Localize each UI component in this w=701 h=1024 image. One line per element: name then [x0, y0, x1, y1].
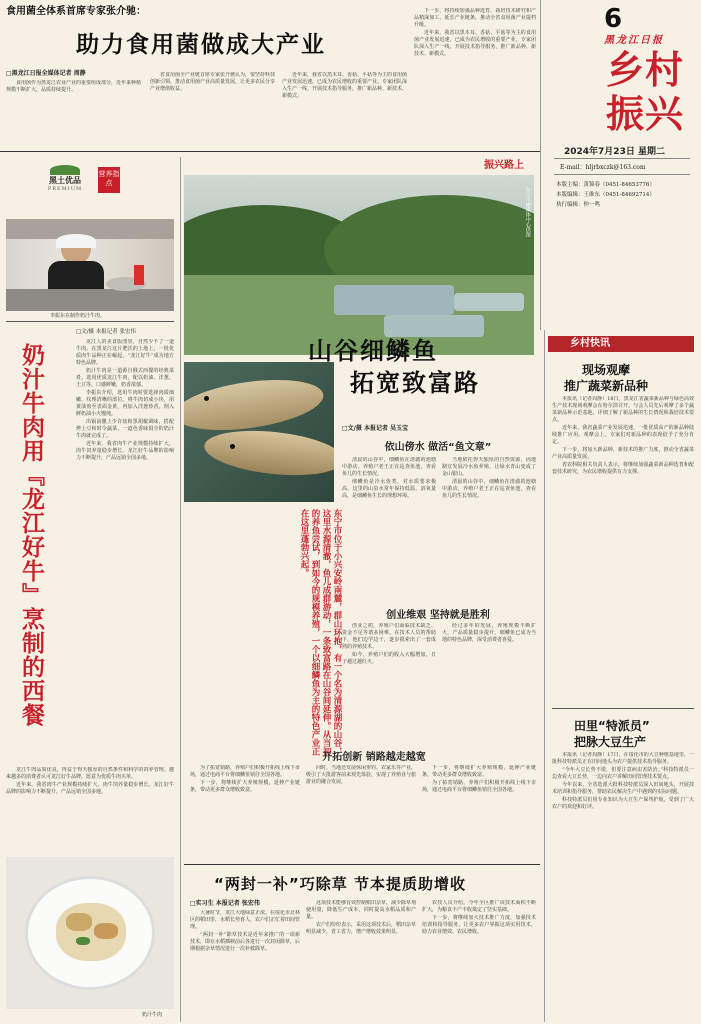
- section2-p2: 如今，养殖户们的收入大幅增加，日子越过越红火。: [342, 652, 436, 665]
- top-article-p4: 近年来，我省以黑木耳、香菇、平菇等为主的食用菌产业发展迅速，已成为农民增收的重要产业。专家团队深入生产一线，开展技术指导服务，推广新品种、新技术、新模式。: [414, 30, 536, 57]
- section1-p1: 清晨的山谷中，细鳞鱼在清澈的池塘中游动。养殖户老王正在巡查鱼池，查看鱼儿的生长情况。: [342, 457, 436, 477]
- section3-p1: 为了拓宽销路，养殖户们积极开拓线上线下市场，通过电商平台将细鳞鱼销往全国各地。: [190, 765, 300, 778]
- top-article-col-2: [282, 72, 407, 146]
- photo-credit: 东宁市融媒体中心供图: [524, 187, 531, 237]
- section3-col-3: [422, 765, 536, 857]
- sidebar-p4: 出锅前撒上少许盐和黑胡椒调味，搭配烤土豆和时令蔬菜，一道色香味俱全的奶汁牛肉就完成了。: [76, 419, 174, 439]
- editor-line-2: 本版编辑：王维东（0451-84692714）: [556, 192, 655, 198]
- sidebar-p2: 奶汁牛肉是一道源自俄式西餐的经典菜肴。选用优质龙江牛肉，配以奶油、洋葱、土豆等，口感鲜嫩，奶香浓郁。: [76, 368, 174, 388]
- bottom-col-2: [306, 900, 416, 1020]
- sidebar-col-1: [76, 339, 174, 759]
- sidebar-byline: □文/摄 本报记者 张宏伟: [76, 329, 137, 335]
- dish-photo-caption: 奶汁牛肉: [142, 1012, 163, 1018]
- sidebar-p1: 龙江人的美食版图里，自然少不了一道牛肉。在黑龙江这片肥沃的土地上，一批优质肉牛品种正在崛起，“龙江好牛”成为地方特色品牌。: [76, 339, 174, 366]
- checker-line: 执行编辑：仲一鸣: [556, 202, 601, 208]
- news2-p4: 科技特派员们用专业知识为大豆生产保驾护航，受到了广大农户的欢迎和好评。: [552, 797, 694, 810]
- section3-title: 开拓创新 销路越走越宽: [322, 752, 426, 763]
- email: E-mail：hljrbxczk@163.com: [560, 164, 646, 171]
- paper-name: 黑龙江日报: [604, 35, 664, 46]
- section3-p5: 为了拓宽销路，养殖户们积极开拓线上线下市场，通过电商平台将细鳞鱼销往全国各地。: [422, 780, 536, 793]
- section1-col-1: [342, 457, 436, 605]
- section2-col-2: [442, 623, 536, 733]
- section1-p3: 当地依托得天独厚的自然资源，因地制宜发展冷水鱼养殖，让绿水青山变成了金山银山。: [442, 457, 536, 477]
- top-article-p1: 省食用菌全产业链首席专家张介驰认为，要坚持科技创新引领，推动食用菌产业高质量发展，让更多农民分享产业增值收益。: [150, 72, 275, 92]
- news-header: [548, 336, 694, 352]
- bottom-article: [184, 866, 540, 1022]
- top-article-byline: □黑龙江日报全媒体记者 周静: [6, 70, 86, 77]
- dish-photo: [6, 857, 174, 1009]
- section2-title: 创业维艰 坚持就是胜利: [386, 610, 490, 621]
- badge: [98, 167, 120, 193]
- section-title: 乡村振兴: [606, 48, 685, 136]
- feature-byline: □文/摄 本报记者 吴玉宝: [342, 425, 409, 432]
- bottom-article-byline: □实习生 本报记者 张宏伟: [190, 900, 260, 907]
- bottom-article-headline: “两封一补”巧除草 节本提质助增收: [214, 875, 466, 893]
- news1-body: [552, 396, 694, 696]
- news2-body: [552, 752, 694, 1018]
- section3-p4: 下一步，将继续扩大养殖规模，延伸产业链条，带动更多群众增收致富。: [422, 765, 536, 778]
- badge-text: 营养指点: [98, 170, 120, 187]
- issue-date: 2024年7月23日 星期二: [564, 147, 665, 157]
- news1-p3: 下一步，将加大新品种、新技术的推广力度，推动全省蔬菜产业高质量发展。: [552, 447, 694, 460]
- news-header-text: 乡村快讯: [570, 338, 610, 349]
- brand-name: 黑土优品: [49, 175, 81, 185]
- news1-p4: 省农科院相关负责人表示，将继续加强蔬菜新品种选育和配套技术研究，为农民增收提供有力支撑。: [552, 462, 694, 475]
- page-number: 6: [604, 4, 623, 34]
- news1-headline-1: 现场观摩: [582, 363, 631, 377]
- main-feature: [184, 157, 540, 862]
- news2-p2: “今年大豆长势不错，但要注意病虫害防治。”科技特派员一边查看大豆长势，一边向农户讲解田间管理技术要点。: [552, 767, 694, 780]
- feature-headline-2: 拓宽致富路: [350, 369, 480, 397]
- news2-p1: 本报讯（记者周静）17日，在绥化市的大豆种植基地里，一批科技特派员正在田间地头为农户提供技术指导服务。: [552, 752, 694, 765]
- masthead: [548, 0, 698, 330]
- section1-p2: 细鳞鱼是冷水鱼类，对水质要求极高。这里的山泉水常年保持低温，溶氧量高，是细鳞鱼生长的理想环境。: [342, 479, 436, 499]
- section1-p4: 清晨的山谷中，细鳞鱼在清澈的池塘中游动。养殖户老王正在巡查鱼池，查看鱼儿的生长情况。: [442, 479, 536, 499]
- section3-p3: 同时，当地还发展休闲垂钓、农家乐等产业，吸引了大批游客前来观光体验，实现了养殖业与旅游业的融合发展。: [306, 765, 416, 785]
- bottom-p1: 大暑时节，龙江大地绿意正浓。在绥化市北林区的稻田里，水稻长势喜人，农户们正忙着田间管理。: [190, 910, 300, 930]
- right-news: [548, 330, 698, 1022]
- brand-english: PREMIUM: [47, 185, 83, 192]
- section2-p3: 经过多年的发展，养殖规模不断扩大，产品质量稳步提升，细鳞鱼已成为当地的特色品牌，深受消费者喜爱。: [442, 623, 536, 643]
- brand-leaf-icon: [50, 165, 80, 175]
- news2-headline-1: 田里“特派员”: [574, 719, 650, 733]
- chef-photo: [6, 219, 174, 311]
- bottom-col-1: [190, 910, 300, 1020]
- top-article-lead: [6, 80, 141, 146]
- section1-col-2: [442, 457, 536, 605]
- fish-photo: [184, 362, 334, 502]
- section3-col-2: [306, 765, 416, 857]
- top-article-kicker: 食用菌全体系首席专家张介驰：: [6, 6, 146, 17]
- feature-headline-1: 山谷细鳞鱼: [308, 337, 438, 365]
- chef-photo-caption: 李振东在制作奶汁牛肉。: [50, 313, 106, 319]
- section3-col-1: [190, 765, 300, 857]
- top-article-lead-text: 食用菌作为黑龙江农业产业的重要组成部分，近年来种植规模不断扩大，品质持续提升。: [6, 80, 141, 93]
- bottom-p6: 下一步，将继续加大技术推广力度，加强技术培训和指导服务，让更多农户掌握这项实用技术，助力农业增效、农民增收。: [422, 915, 536, 935]
- main-photo: [184, 175, 534, 355]
- column-label-text: 振兴路上: [484, 160, 524, 171]
- sidebar-headline: 奶汁牛肉用『龙江好牛』烹制的西餐: [18, 343, 44, 727]
- bottom-p5: 农技人员介绍，今年全区推广该技术面积不断扩大，为粮食丰产丰收奠定了坚实基础。: [422, 900, 536, 913]
- news1-p2: 近年来，我省蔬菜产业发展迅速，一批优质高产的新品种陆续推广应用。观摩会上，专家们对新品种的表现给予了充分肯定。: [552, 425, 694, 445]
- sidebar-p3: 李振东介绍，选用牛肉时要选择肉质细嫩、纹理清晰的部位。将牛肉切成小块，用黄油煎至表面金黄，再加入洋葱炒香，倒入鲜奶油小火慢炖。: [76, 390, 174, 417]
- sidebar-p5: 近年来，我省肉牛产业规模持续扩大，肉牛饲养量稳步增长。龙江好牛品牌的影响力不断提升，产品远销全国多地。: [76, 441, 174, 461]
- top-article-col-3: [414, 8, 536, 148]
- sidebar-col-2: [6, 767, 174, 849]
- bottom-col-3: [422, 900, 536, 1020]
- feature-intro: 东宁市位于小兴安岭南麓，群山环抱，有一个名为清源湖的山谷，这里水源清澈，鱼儿成群游动，一条致富路在山谷间延伸。从当初的养鱼尝试，到如今的规模养殖，一个以细鳞鱼为主的特色产业正在这里蓬勃兴起。: [299, 509, 342, 756]
- news1-headline-2: 推广蔬菜新品种: [564, 379, 649, 393]
- bottom-p2: “两封一补”除草技术是近年来推广的一项新技术，即在水稻插秧前后各进行一次封闭除草，后期根据杂草情况进行一次补救除草。: [190, 932, 300, 952]
- bottom-p4: 农户们纷纷表示，采用这项技术后，稻田杂草明显减少，省工省力，增产增收效果明显。: [306, 922, 416, 935]
- news2-headline-2: 把脉大豆生产: [574, 735, 647, 749]
- top-article-headline: 助力食用菌做成大产业: [76, 32, 326, 58]
- top-article-p3: 下一步，将持续加强品种选育、栽培技术研究和产品精深加工，延长产业链条，推动全省食用菌产业提档升级。: [414, 8, 536, 28]
- editor-line: 本版主编：黄锦春（0451-84653776）: [556, 182, 655, 188]
- sidebar-feature: [0, 157, 180, 1022]
- section2-p1: 创业之初，养殖户们面临技术缺乏、资金不足等诸多困难。在技术人员的帮助下，他们边学边干，逐步摸索出了一套成熟的养殖技术。: [342, 623, 436, 650]
- news2-p3: 今年以来，全省选派大批科技特派员深入田间地头，开展技术培训和指导服务，帮助农民解决生产中遇到的实际问题。: [552, 782, 694, 795]
- section3-p2: 下一步，将继续扩大养殖规模，延伸产业链条，带动更多群众增收致富。: [190, 780, 300, 793]
- top-article: [0, 0, 540, 152]
- sidebar-p6: 龙江牛肉品质优良，得益于得天独厚的自然条件和科学的饲养管理。越来越多的消费者认可龙江好牛品牌，愿意为优质牛肉买单。: [6, 767, 174, 780]
- news1-p1: 本报讯（记者周静）18日，黑龙江省蔬菜新品种与绿色高效生产技术现场观摩会在哈尔滨召开。与会人员先后观摩了多个蔬菜新品种示范基地，详细了解了新品种的生长情况和栽培技术要点。: [552, 396, 694, 423]
- brand-logo: [40, 165, 90, 199]
- column-label: [484, 159, 524, 173]
- top-article-p2: 近年来，我省以黑木耳、香菇、平菇等为主的食用菌产业发展迅速，已成为农民增收的重要产业。专家团队深入生产一线，开展技术指导服务，推广新品种、新技术、新模式。: [282, 72, 407, 99]
- sidebar-p7: 近年来，我省肉牛产业规模持续扩大，肉牛饲养量稳步增长。龙江好牛品牌的影响力不断提升，产品远销全国多地。: [6, 782, 174, 795]
- bottom-p3: 这项技术能够有效控制稻田杂草，减少除草剂使用量，降低生产成本，同时提高水稻品质和产量。: [306, 900, 416, 920]
- section1-title: 依山傍水 做活“鱼文章”: [384, 442, 492, 453]
- top-article-col-1: [150, 72, 275, 146]
- section2-col-1: [342, 623, 436, 733]
